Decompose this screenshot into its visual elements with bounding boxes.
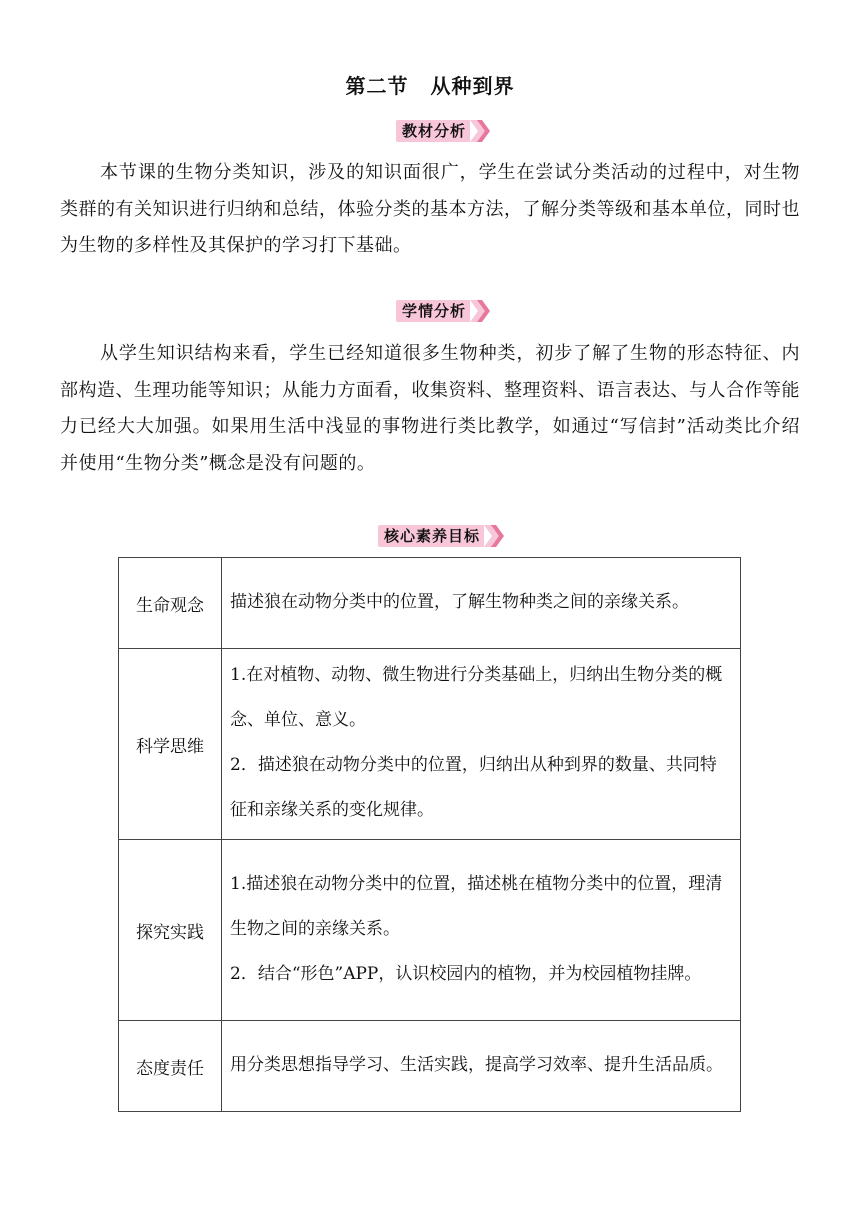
table-row [119,1021,741,1112]
tag-core-goals [378,523,504,548]
tag-label: 教材分析 [396,120,470,142]
tag-student-analysis [396,298,490,323]
table-row [119,558,741,649]
table-row [119,649,741,840]
content-line: 1.在对植物、动物、微生物进行分类基础上，归纳出生物分类的概念、单位、意义。 [230,665,723,730]
tag-label: 核心素养目标 [378,525,484,547]
row-heading: 态度责任 [119,1021,222,1112]
row-content [222,558,741,649]
content-line: 用分类思想指导学习、生活实践，提高学习效率、提升生活品质。 [230,1054,723,1075]
chevron-right-icon [470,299,490,323]
content-line: 1.描述狼在动物分类中的位置，描述桃在植物分类中的位置，理清生物之间的亲缘关系。 [230,873,723,939]
row-heading: 科学思维 [119,649,222,840]
content-line: 描述狼在动物分类中的位置，了解生物种类之间的亲缘关系。 [230,591,689,612]
section-number: 第二节 [345,74,409,98]
material-analysis-text: 本节课的生物分类知识，涉及的知识面很广，学生在尝试分类活动的过程中，对生物类群的有关知识进行归纳和总结，体验分类的基本方法，了解分类等级和基本单位，同时也为生物的多样性及其保护的学习打下基础。 [60,162,800,256]
section-name: 从种到界 [430,74,515,98]
row-content [222,1021,741,1112]
row-content [222,649,741,840]
chevron-right-icon [484,524,504,548]
tag-material-analysis [396,118,490,143]
content-line: 2．描述狼在动物分类中的位置，归纳出从种到界的数量、共同特征和亲缘关系的变化规律。 [230,755,717,820]
row-heading: 生命观念 [119,558,222,649]
row-content [222,840,741,1021]
tag-label: 学情分析 [396,300,470,322]
section-title [0,70,860,99]
table-row [119,840,741,1021]
row-heading: 探究实践 [119,840,222,1021]
content-line: 2．结合“形色”APP，认识校园内的植物，并为校园植物挂牌。 [230,963,702,984]
student-analysis-text: 从学生知识结构来看，学生已经知道很多生物种类，初步了解了生物的形态特征、内部构造、生理功能等知识；从能力方面看，收集资料、整理资料、语言表达、与人合作等能力已经大大加强。如果用生活中浅显的事物进行类比教学，如通过“写信封”活动类比介绍并使用“生物分类”概念是没有问题的。 [60,343,800,474]
chevron-right-icon [470,119,490,143]
core-goals-table [118,557,741,1112]
